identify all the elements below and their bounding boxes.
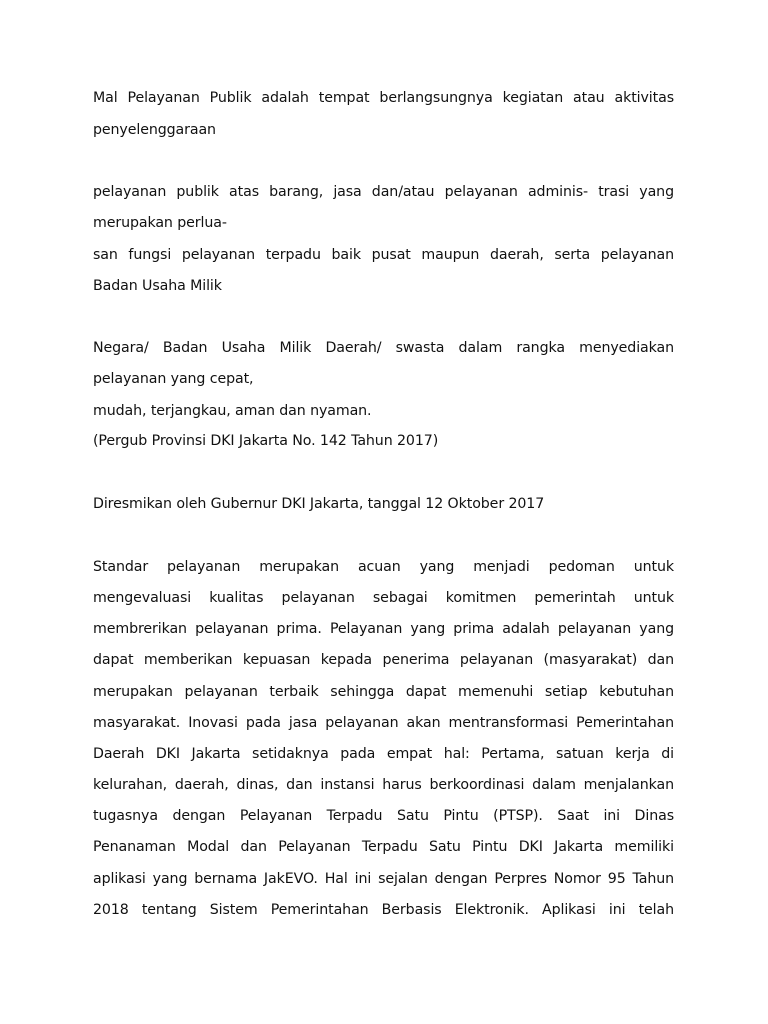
text-line: pelayanan publik atas barang, jasa dan/atau pelayanan adminis- trasi yang <box>93 184 674 200</box>
text-line: Penanaman Modal dan Pelayanan Terpadu Satu Pintu DKI Jakarta memiliki <box>93 839 674 855</box>
text-line: kelurahan, daerah, dinas, dan instansi harus berkoordinasi dalam menjalankan <box>93 777 674 793</box>
text-line: Diresmikan oleh Gubernur DKI Jakarta, tanggal 12 Oktober 2017 <box>93 496 545 512</box>
text-line: tugasnya dengan Pelayanan Terpadu Satu Pintu (PTSP). Saat ini Dinas <box>93 808 674 824</box>
text-line: merupakan perlua- <box>93 215 227 231</box>
text-line: Standar pelayanan merupakan acuan yang menjadi pedoman untuk <box>93 559 674 575</box>
text-line: mudah, terjangkau, aman dan nyaman. <box>93 403 372 419</box>
text-line: merupakan pelayanan terbaik sehingga dapat memenuhi setiap kebutuhan <box>93 684 674 700</box>
text-line: pelayanan yang cepat, <box>93 371 254 387</box>
text-line: penyelenggaraan <box>93 122 216 138</box>
text-line: dapat memberikan kepuasan kepada penerima pelayanan (masyarakat) dan <box>93 652 674 668</box>
document-page <box>93 0 674 1024</box>
text-line: Negara/ Badan Usaha Milik Daerah/ swasta dalam rangka menyediakan <box>93 340 674 356</box>
citation-line: (Pergub Provinsi DKI Jakarta No. 142 Tahun 2017) <box>93 433 439 449</box>
text-line: aplikasi yang bernama JakEVO. Hal ini sejalan dengan Perpres Nomor 95 Tahun <box>93 871 674 887</box>
text-line: san fungsi pelayanan terpadu baik pusat maupun daerah, serta pelayanan <box>93 247 674 263</box>
text-line: 2018 tentang Sistem Pemerintahan Berbasis Elektronik. Aplikasi ini telah <box>93 902 674 918</box>
text-line: Daerah DKI Jakarta setidaknya pada empat hal: Pertama, satuan kerja di <box>93 746 674 762</box>
text-line: membrerikan pelayanan prima. Pelayanan yang prima adalah pelayanan yang <box>93 621 674 637</box>
text-line: Mal Pelayanan Publik adalah tempat berlangsungnya kegiatan atau aktivitas <box>93 90 674 106</box>
text-line: masyarakat. Inovasi pada jasa pelayanan akan mentransformasi Pemerintahan <box>93 715 674 731</box>
text-line: Badan Usaha Milik <box>93 278 222 294</box>
text-line: mengevaluasi kualitas pelayanan sebagai komitmen pemerintah untuk <box>93 590 674 606</box>
